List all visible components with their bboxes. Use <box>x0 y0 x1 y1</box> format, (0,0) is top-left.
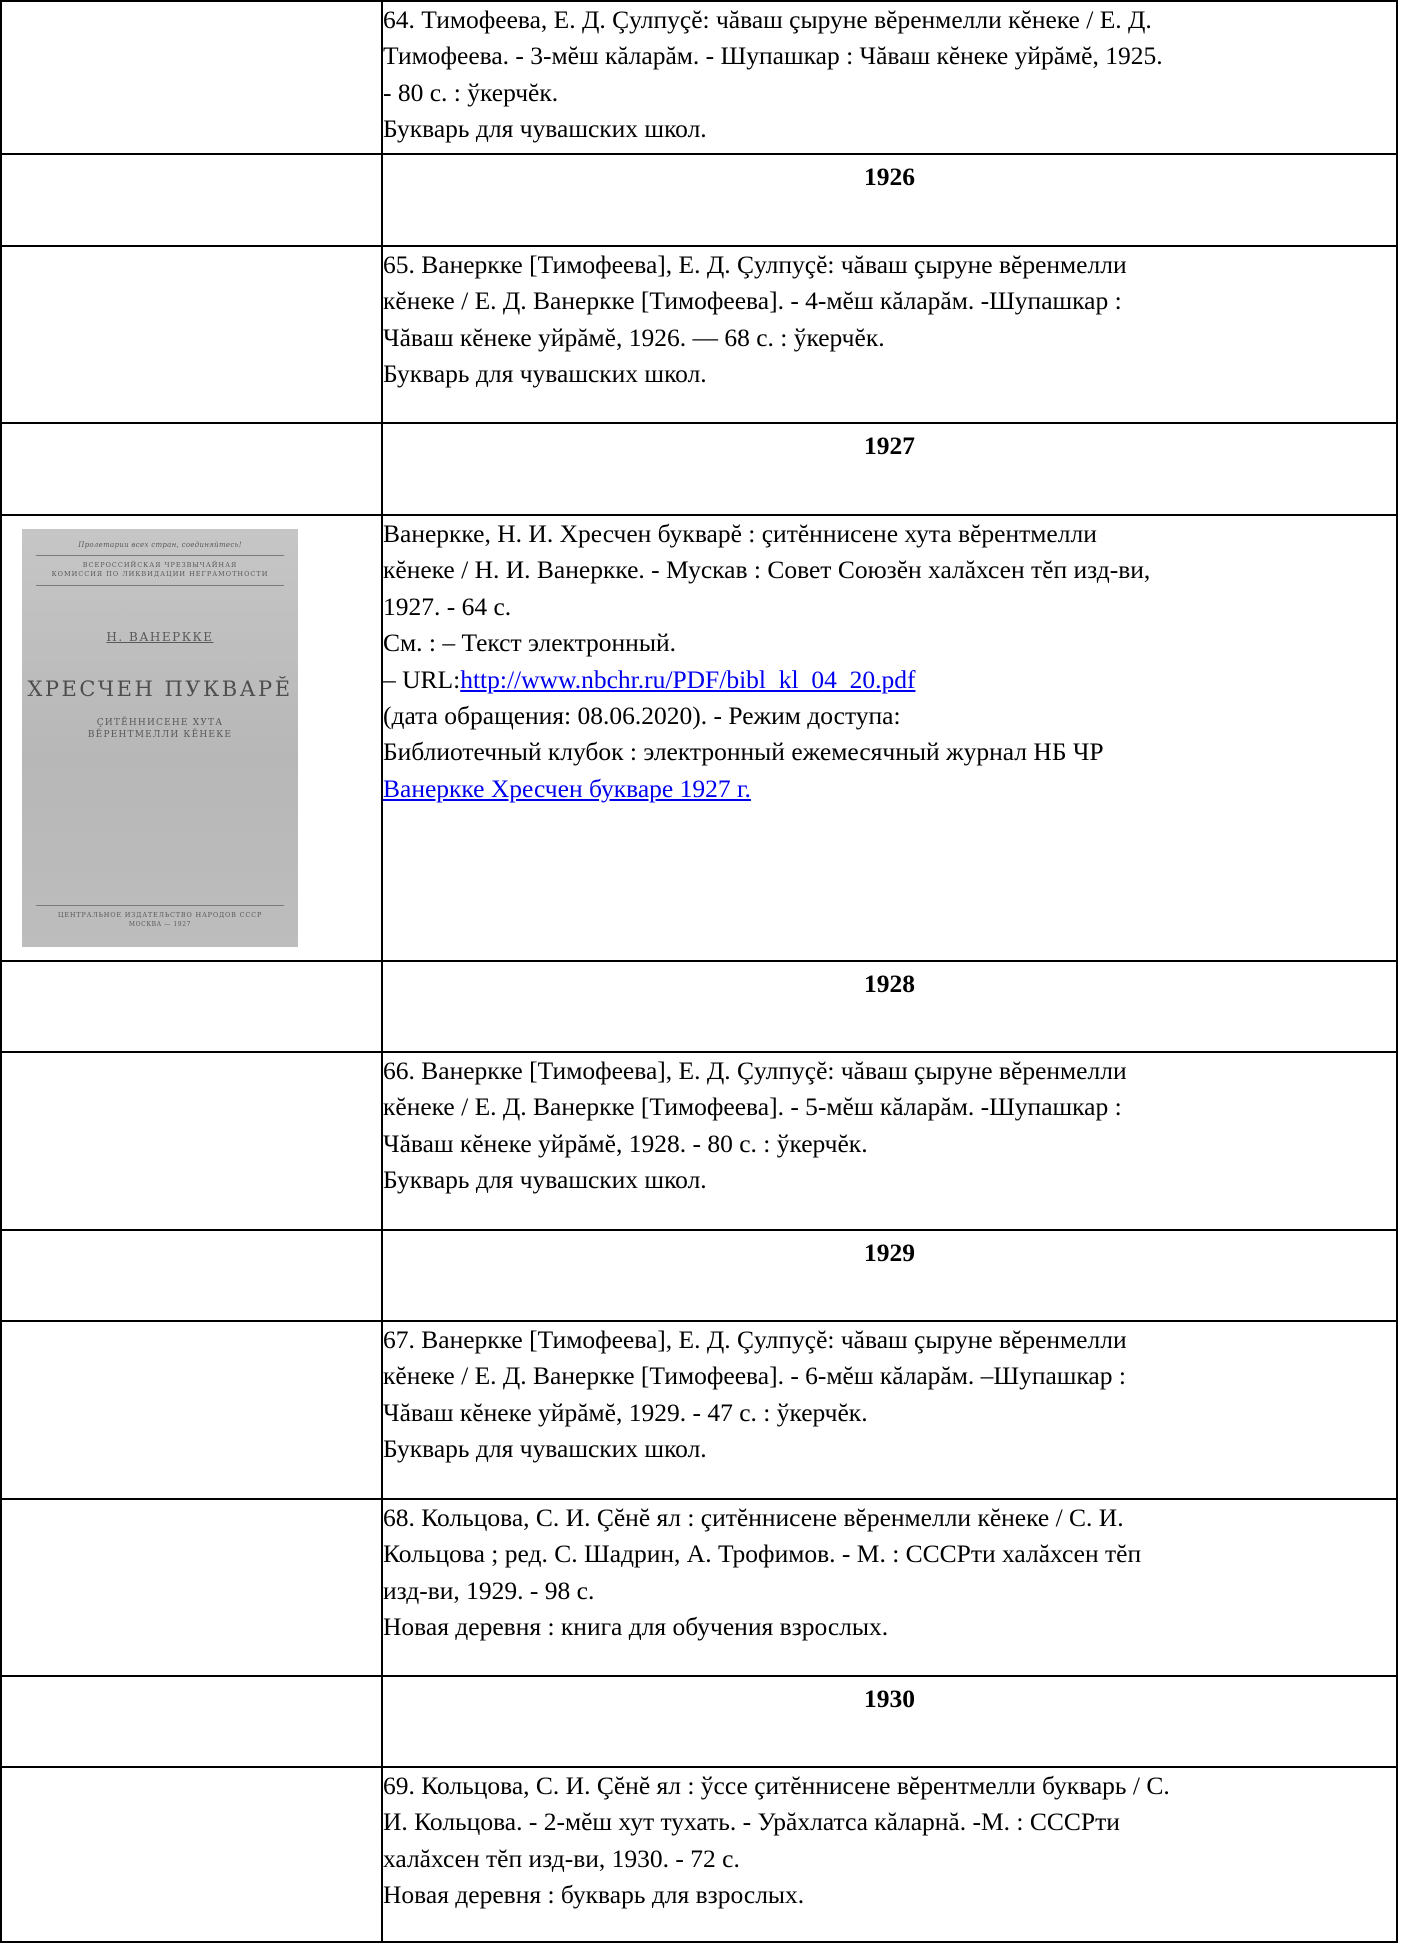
entry-line: 68. Кольцова, С. И. Çĕнĕ ял : çитĕннисене вĕренмелли кĕнеке / С. И. <box>383 1503 1124 1532</box>
entry-cell <box>382 1321 1397 1499</box>
entry-line: кĕнеке / Н. И. Ванеркке. - Мускав : Совет Союзĕн халăхсен тĕп изд-ви, <box>383 555 1151 585</box>
entry-line: 66. Ванеркке [Тимофеева], Е. Д. Çулпуçĕ: чăваш çыруне вĕренмелли <box>383 1056 1127 1085</box>
entry-line: 64. Тимофеева, Е. Д. Çулпуçĕ: чăваш çыруне вĕренмелли кĕнеке / Е. Д. <box>383 5 1152 34</box>
cover-slogan: Пролетарии всех стран, соединяйтесь! <box>78 541 242 549</box>
empty-cell <box>1 423 382 515</box>
entry-line: 65. Ванеркке [Тимофеева], Е. Д. Çулпуçĕ: чăваш çыруне вĕренмелли <box>383 250 1127 279</box>
year-heading: 1927 <box>864 431 915 460</box>
year-row <box>1 1676 1397 1767</box>
entry-line: Кольцова ; ред. С. Шадрин, А. Трофимов. - М. : СССРти халăхсен тĕп <box>383 1539 1142 1569</box>
year-heading: 1926 <box>864 162 915 191</box>
entry-line: 1927. - 64 с. <box>383 591 512 621</box>
entry-cell <box>382 515 1397 961</box>
cover-city-year: МОСКВА — 1927 <box>128 921 192 928</box>
entry-line: Букварь для чувашских школ. <box>383 359 707 389</box>
entry-line: кĕнеке / Е. Д. Ванеркке [Тимофеева]. - 6-мĕш кăларăм. –Шупашкар : <box>383 1361 1126 1391</box>
entry-line: Чăваш кĕнеке уйрăмĕ, 1929. - 47 с. : ўкерчĕк. <box>383 1397 868 1427</box>
year-cell <box>382 961 1397 1052</box>
year-heading: 1928 <box>864 969 915 998</box>
empty-cell <box>1 1230 382 1321</box>
empty-cell <box>1 154 382 246</box>
entry-line: кĕнеке / Е. Д. Ванеркке [Тимофеева]. - 5-мĕш кăларăм. -Шупашкар : <box>383 1092 1122 1122</box>
url-line <box>383 662 1396 698</box>
entry-line: Библиотечный клубок : электронный ежемесячный журнал НБ ЧР <box>383 737 1104 767</box>
entry-line: Ванеркке, Н. И. Хресчен букварĕ : çитĕннисене хута вĕрентмелли <box>383 519 1097 548</box>
entry-line: Букварь для чувашских школ. <box>383 1434 707 1464</box>
entry-cell <box>382 1 1397 154</box>
empty-cell <box>1 1676 382 1767</box>
cover-title: ХРЕСЧЕН ПУКВАРĔ <box>27 677 293 701</box>
year-cell <box>382 154 1397 246</box>
year-row <box>1 154 1397 246</box>
entry-line: Чăваш кĕнеке уйрăмĕ, 1928. - 80 с. : ўкерчĕк. <box>383 1128 868 1158</box>
year-row <box>1 423 1397 515</box>
pdf-url-link[interactable]: http://www.nbchr.ru/PDF/bibl_kl_04_20.pdf <box>460 664 916 694</box>
cover-divider <box>36 905 284 906</box>
cover-publisher: ЦЕНТРАЛЬНОЕ ИЗДАТЕЛЬСТВО НАРОДОВ СССР <box>57 911 263 919</box>
entry-line: И. Кольцова. - 2-мĕш хут тухать. - Урăхлатса кăларнă. -М. : СССРти <box>383 1807 1120 1837</box>
entry-line: 69. Кольцова, С. И. Çĕнĕ ял : ўссе çитĕннисене вĕрентмелли букварь / С. <box>383 1771 1170 1800</box>
entry-line: Тимофеева. - 3-мĕш кăларăм. - Шупашкар : Чăваш кĕнеке уйрăмĕ, 1925. <box>383 41 1163 71</box>
cover-author: Н. ВАНЕРККЕ <box>106 630 214 644</box>
cover-subtitle-line: ВĔРЕНТМЕЛЛИ КĔНЕКЕ <box>87 730 233 740</box>
empty-cell <box>1 246 382 423</box>
empty-cell <box>1 1 382 154</box>
empty-cell <box>1 1499 382 1676</box>
year-cell <box>382 423 1397 515</box>
empty-cell <box>1 1052 382 1230</box>
year-row <box>1 1230 1397 1321</box>
entry-line: изд-ви, 1929. - 98 с. <box>383 1575 595 1605</box>
entry-line: халăхсен тĕп изд-ви, 1930. - 72 с. <box>383 1843 740 1873</box>
table-row <box>1 515 1397 961</box>
link-line <box>383 771 1396 807</box>
table-row <box>1 246 1397 423</box>
cover-org-line: КОМИССИЯ ПО ЛИКВИДАЦИИ НЕГРАМОТНОСТИ <box>51 570 269 578</box>
entry-line: 67. Ванеркке [Тимофеева], Е. Д. Çулпуçĕ: чăваш çыруне вĕренмелли <box>383 1325 1127 1354</box>
entry-line: (дата обращения: 08.06.2020). - Режим доступа: <box>383 701 901 731</box>
year-cell <box>382 1230 1397 1321</box>
table-row <box>1 1767 1397 1942</box>
entry-line: кĕнеке / Е. Д. Ванеркке [Тимофеева]. - 4-мĕш кăларăм. -Шупашкар : <box>383 286 1122 316</box>
entry-line: Новая деревня : букварь для взрослых. <box>383 1880 805 1910</box>
entry-line: Чăваш кĕнеке уйрăмĕ, 1926. — 68 с. : ўкерчĕк. <box>383 322 885 352</box>
empty-cell <box>1 1321 382 1499</box>
cover-subtitle <box>22 717 298 741</box>
cover-org-line: ВСЕРОССИЙСКАЯ ЧРЕЗВЫЧАЙНАЯ <box>82 561 238 569</box>
year-row <box>1 961 1397 1052</box>
entry-line: - 80 с. : ўкерчĕк. <box>383 77 559 107</box>
table-row <box>1 1052 1397 1230</box>
cover-subtitle-line: ÇИТĔННИСЕНЕ ХУТА <box>96 718 224 728</box>
empty-cell <box>1 1767 382 1942</box>
url-prefix: – URL: <box>383 664 461 694</box>
year-cell <box>382 1676 1397 1767</box>
entry-line: Букварь для чувашских школ. <box>383 114 707 144</box>
table-row <box>1 1499 1397 1676</box>
entry-line: См. : – Текст электронный. <box>383 628 676 658</box>
cover-divider <box>36 585 284 586</box>
year-heading: 1930 <box>864 1684 915 1713</box>
table-row <box>1 1321 1397 1499</box>
entry-line: Букварь для чувашских школ. <box>383 1165 707 1195</box>
entry-cell <box>382 1052 1397 1230</box>
cover-organization <box>22 561 298 579</box>
entry-cell <box>382 1499 1397 1676</box>
empty-cell <box>1 961 382 1052</box>
table-row <box>1 1 1397 154</box>
year-heading: 1929 <box>864 1238 915 1267</box>
entry-cell <box>382 1767 1397 1942</box>
cover-divider <box>36 555 284 556</box>
entry-line: Новая деревня : книга для обучения взрослых. <box>383 1612 889 1642</box>
cover-cell <box>1 515 382 961</box>
book-cover-image <box>22 529 298 947</box>
entry-cell <box>382 246 1397 423</box>
book-link[interactable]: Ванеркке Хресчен букваре 1927 г. <box>383 773 751 803</box>
